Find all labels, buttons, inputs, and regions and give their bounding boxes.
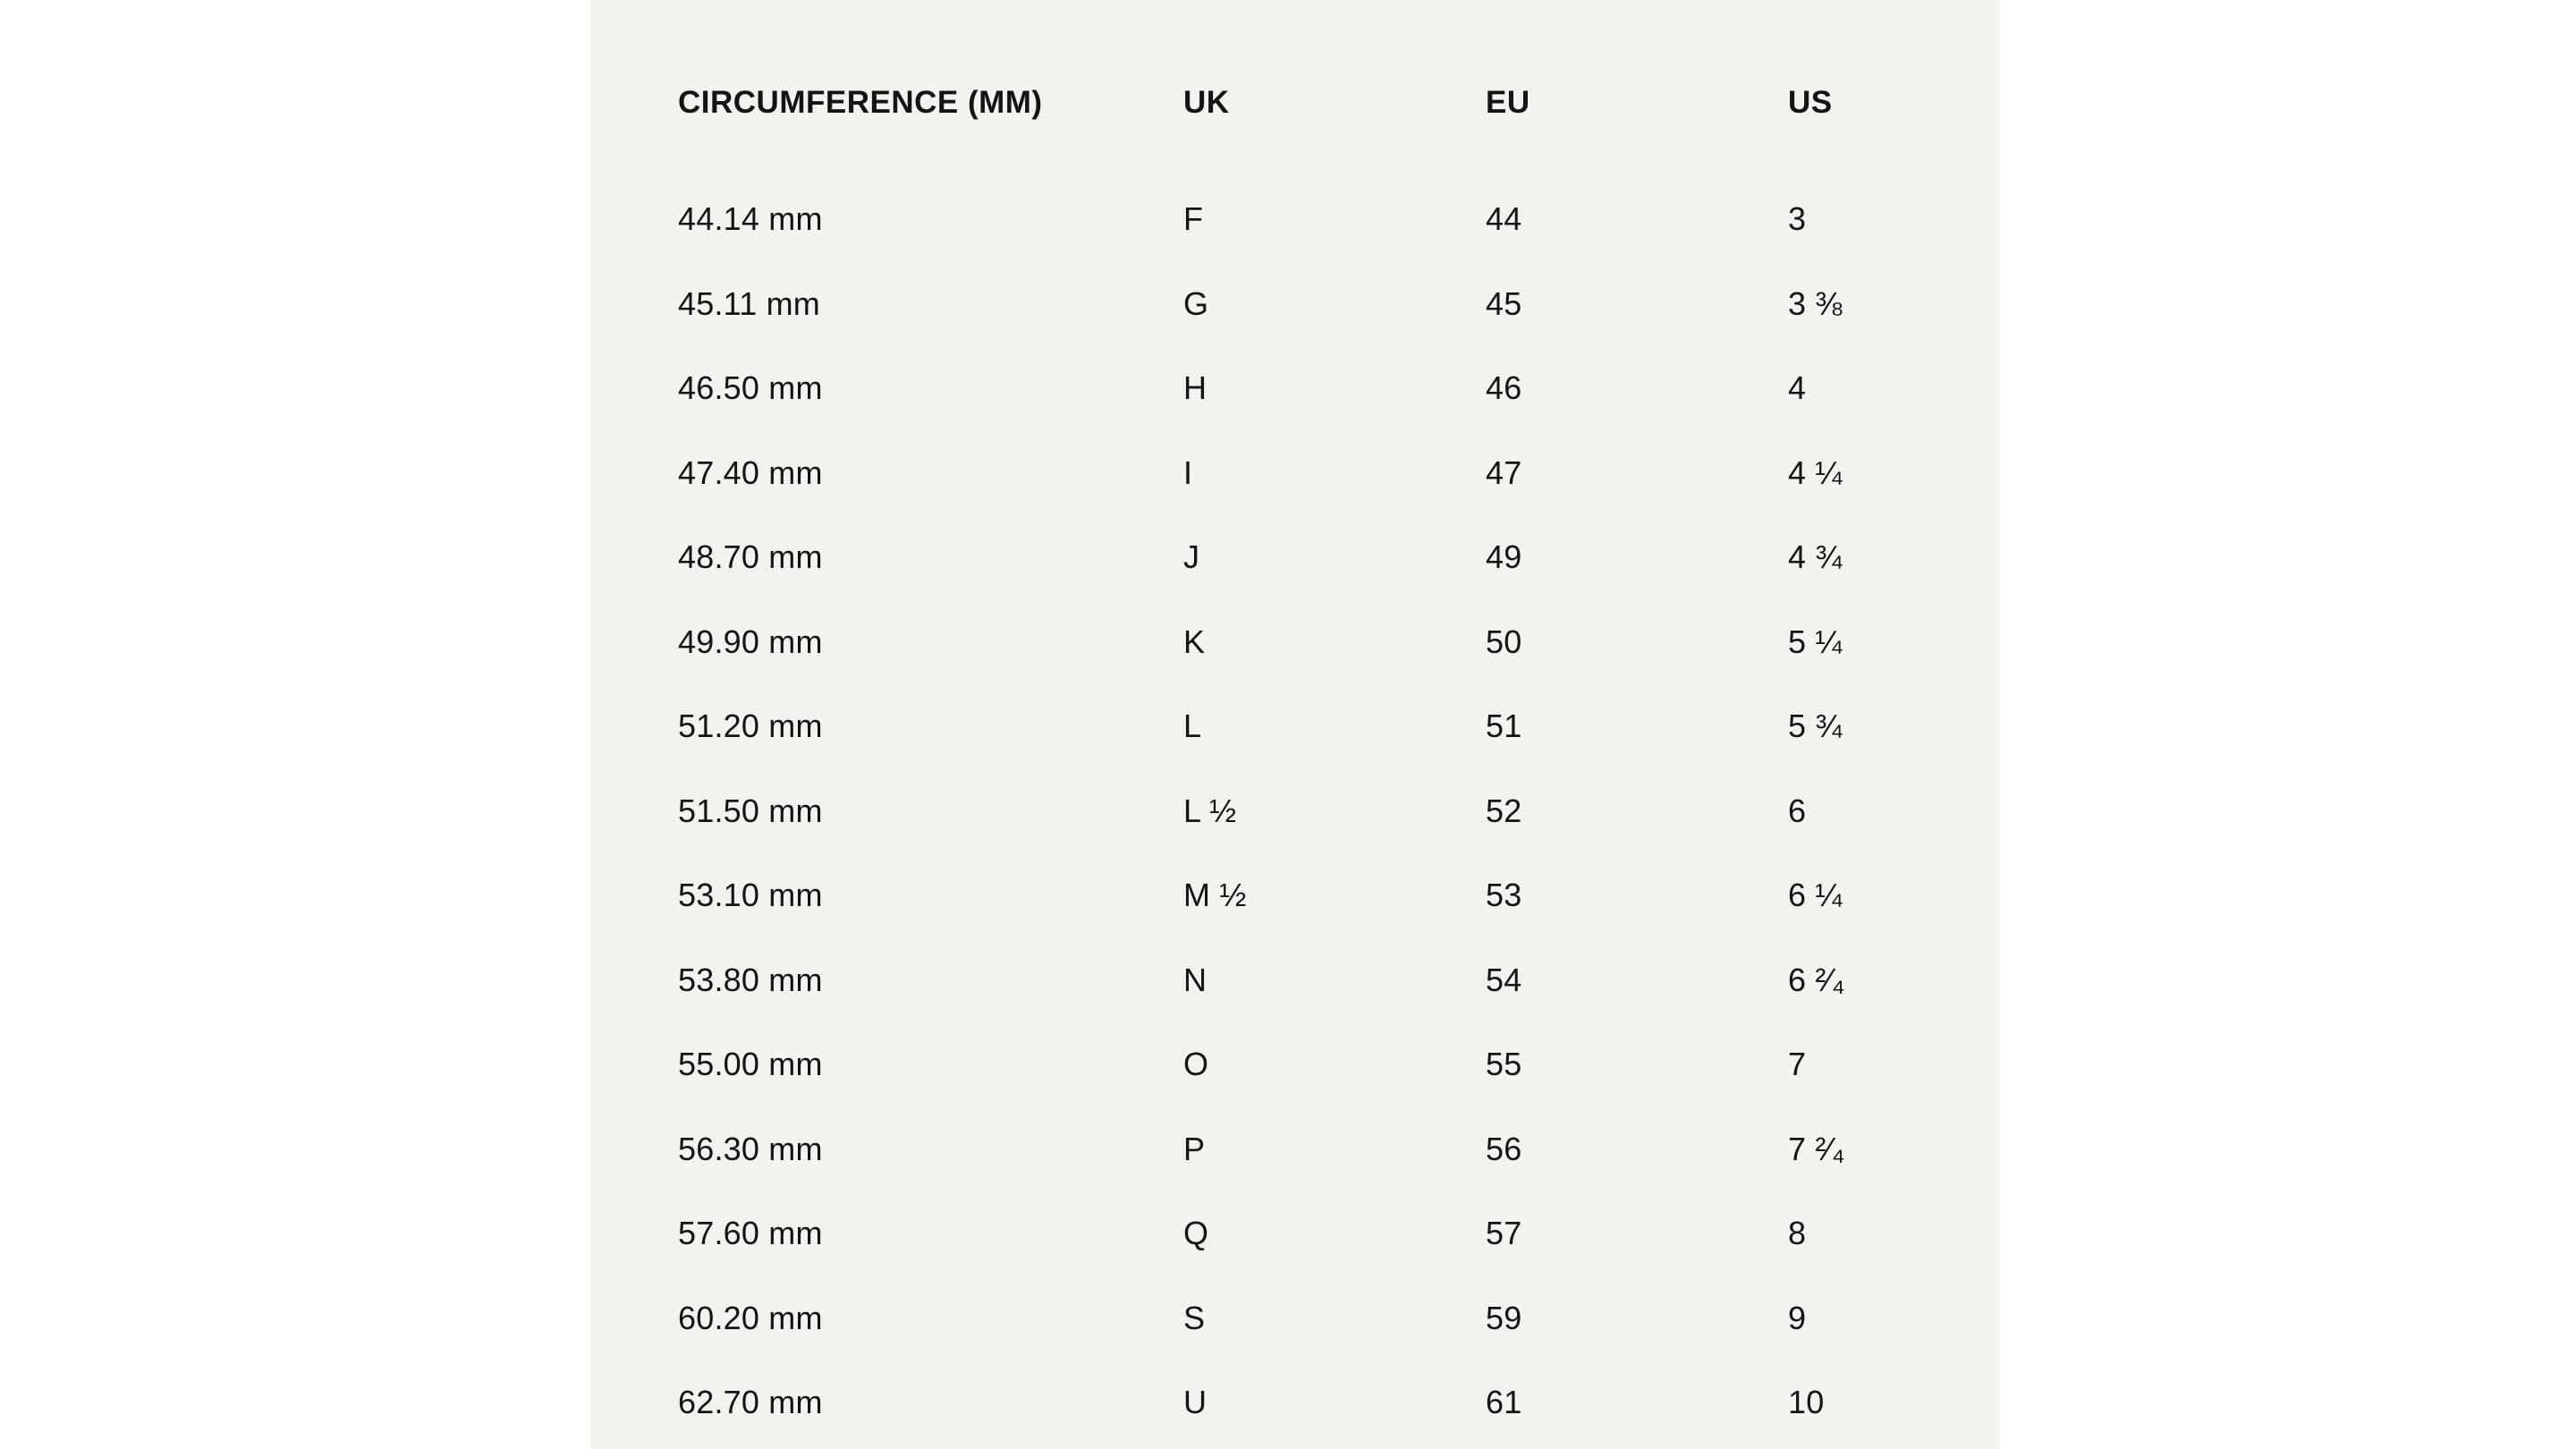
cell-uk: G: [1183, 284, 1209, 322]
header-us: US: [1788, 85, 1833, 120]
cell-eu: 47: [1486, 453, 1522, 491]
cell-circumference: 55.00 mm: [678, 1046, 823, 1083]
cell-eu: 44: [1486, 200, 1522, 238]
cell-eu: 59: [1486, 1299, 1522, 1336]
cell-us: 7: [1788, 1046, 1807, 1083]
table-row: [678, 177, 1930, 262]
table-row: [678, 431, 1930, 516]
cell-uk: M ½: [1183, 877, 1247, 914]
table-row: [678, 938, 1930, 1023]
cell-eu: 52: [1486, 792, 1522, 829]
cell-uk: L: [1183, 708, 1202, 745]
cell-eu: 56: [1486, 1130, 1522, 1167]
cell-uk: I: [1183, 453, 1193, 491]
table-row: [678, 346, 1930, 431]
table-row: [678, 262, 1930, 347]
cell-circumference: 60.20 mm: [678, 1299, 823, 1336]
table-row: [678, 769, 1930, 854]
cell-us: 6: [1788, 792, 1807, 829]
cell-circumference: 62.70 mm: [678, 1384, 823, 1421]
cell-eu: 50: [1486, 623, 1522, 660]
ring-size-table: [678, 75, 1930, 1445]
table-row: [678, 1360, 1930, 1445]
cell-eu: 57: [1486, 1215, 1522, 1252]
cell-us: 3 ⅜: [1788, 284, 1843, 322]
table-row: [678, 515, 1930, 600]
cell-uk: O: [1183, 1046, 1209, 1083]
cell-circumference: 57.60 mm: [678, 1215, 823, 1252]
cell-uk: J: [1183, 538, 1200, 576]
cell-us: 3: [1788, 200, 1807, 238]
cell-circumference: 45.11 mm: [678, 284, 820, 322]
table-row: [678, 1022, 1930, 1107]
cell-us: 8: [1788, 1215, 1807, 1252]
cell-circumference: 56.30 mm: [678, 1130, 823, 1167]
cell-eu: 61: [1486, 1384, 1522, 1421]
cell-uk: H: [1183, 369, 1208, 407]
cell-eu: 51: [1486, 708, 1522, 745]
cell-uk: Q: [1183, 1215, 1209, 1252]
cell-circumference: 53.80 mm: [678, 961, 823, 998]
table-row: [678, 1276, 1930, 1361]
cell-circumference: 51.50 mm: [678, 792, 823, 829]
cell-us: 6 ²⁄₄: [1788, 961, 1845, 998]
cell-circumference: 53.10 mm: [678, 877, 823, 914]
cell-uk: F: [1183, 200, 1204, 238]
cell-uk: S: [1183, 1299, 1206, 1336]
cell-us: 9: [1788, 1299, 1807, 1336]
header-eu: EU: [1486, 85, 1530, 120]
table-row: [678, 1107, 1930, 1192]
table-row: [678, 684, 1930, 769]
cell-uk: N: [1183, 961, 1208, 998]
cell-us: 5 ¼: [1788, 623, 1843, 660]
cell-circumference: 51.20 mm: [678, 708, 823, 745]
cell-circumference: 44.14 mm: [678, 200, 823, 238]
table-row: [678, 1191, 1930, 1276]
cell-eu: 49: [1486, 538, 1522, 576]
cell-us: 5 ¾: [1788, 708, 1843, 745]
cell-uk: L ½: [1183, 792, 1237, 829]
table-header-row: [678, 75, 1930, 131]
cell-uk: U: [1183, 1384, 1208, 1421]
cell-eu: 53: [1486, 877, 1522, 914]
cell-eu: 46: [1486, 369, 1522, 407]
cell-eu: 45: [1486, 284, 1522, 322]
table-row: [678, 853, 1930, 938]
cell-uk: P: [1183, 1130, 1206, 1167]
cell-us: 7 ²⁄₄: [1788, 1130, 1845, 1167]
size-chart-panel: [590, 0, 2000, 1449]
table-row: [678, 600, 1930, 685]
cell-eu: 54: [1486, 961, 1522, 998]
cell-us: 4 ¾: [1788, 538, 1843, 576]
table-body: [678, 177, 1930, 1445]
cell-circumference: 48.70 mm: [678, 538, 823, 576]
cell-us: 6 ¼: [1788, 877, 1843, 914]
cell-circumference: 47.40 mm: [678, 453, 823, 491]
cell-eu: 55: [1486, 1046, 1522, 1083]
cell-circumference: 49.90 mm: [678, 623, 823, 660]
cell-uk: K: [1183, 623, 1206, 660]
cell-us: 4: [1788, 369, 1807, 407]
header-uk: UK: [1183, 85, 1230, 120]
cell-us: 4 ¼: [1788, 453, 1843, 491]
cell-us: 10: [1788, 1384, 1825, 1421]
cell-circumference: 46.50 mm: [678, 369, 823, 407]
header-circumference: CIRCUMFERENCE (MM): [678, 85, 1043, 120]
